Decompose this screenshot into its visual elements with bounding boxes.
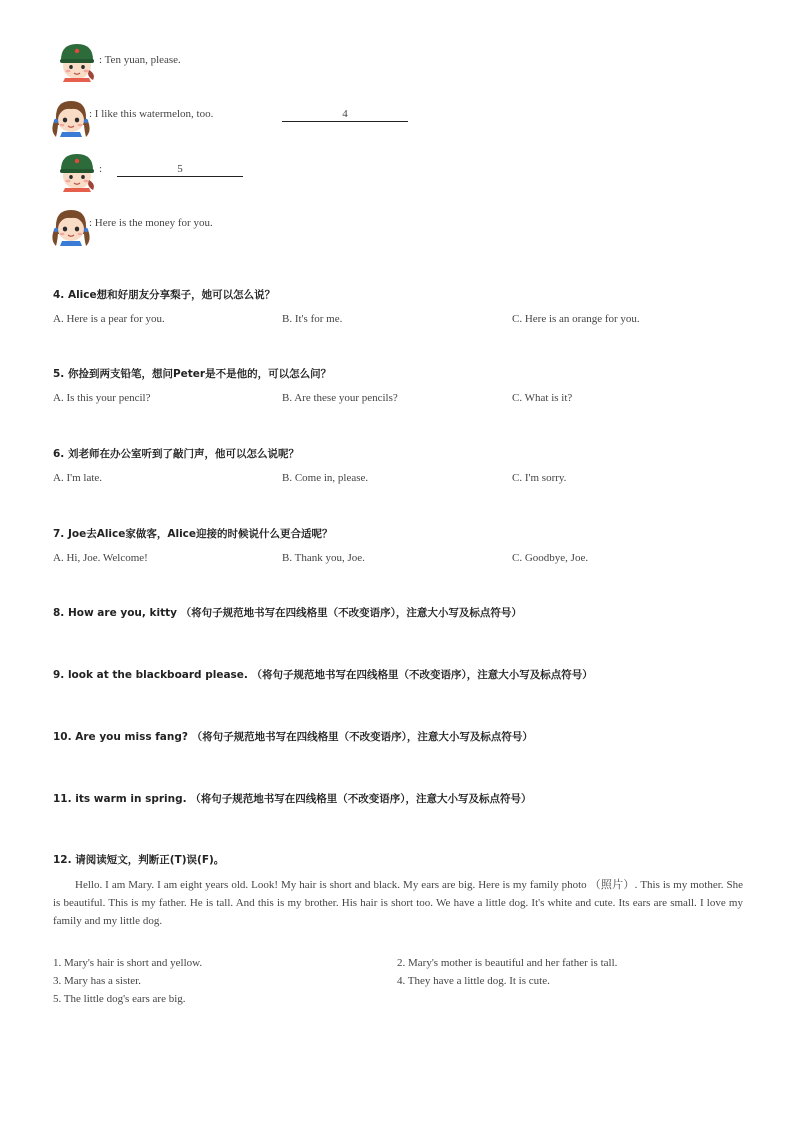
option-b[interactable]: B. It's for me. [282,313,343,325]
blank-number-5: 5 [177,163,183,175]
dialogue-line-3: : [99,163,103,175]
option-a[interactable]: A. I'm late. [53,472,103,484]
blank-number-4: 4 [342,108,348,120]
question-12-stem: 12. 请阅读短文，判断正(T)误(F)。 [53,854,225,866]
option-c[interactable]: C. I'm sorry. [512,472,567,484]
girl-avatar-icon [50,204,92,246]
question-9-stem: 9. look at the blackboard please. （将句子规范地书写在四线格里（不改变语序），注意大小写及标点符号） [53,669,593,681]
boy-avatar-icon [56,150,98,192]
statement-2: 2. Mary's mother is beautiful and her father is tall. [397,957,618,969]
reading-passage: Hello. I am Mary. I am eight years old. Look! My hair is short and black. My ears are big. Here is my family photo （照片）. This is my mother. She is beautiful. This is my father. He is tall. And this is my brother. His hair is short too. We have a little dog. It's white and cute. Its ears are small. I love my family and my little dog. [53,879,743,927]
option-c[interactable]: C. What is it? [512,392,573,404]
answer-blank-4[interactable] [282,121,408,122]
option-c[interactable]: C. Here is an orange for you. [512,313,640,325]
dialogue-line-4: : Here is the money for you. [89,217,213,229]
statement-3: 3. Mary has a sister. [53,975,141,987]
option-b[interactable]: B. Come in, please. [282,472,369,484]
option-a[interactable]: A. Is this your pencil? [53,392,151,404]
question-11-stem: 11. its warm in spring. （将句子规范地书写在四线格里（不改变语序），注意大小写及标点符号） [53,793,532,805]
girl-avatar-icon [50,95,92,137]
option-c[interactable]: C. Goodbye, Joe. [512,552,589,564]
dialogue-line-1: : Ten yuan, please. [99,54,181,66]
option-a[interactable]: A. Here is a pear for you. [53,313,165,325]
statement-4: 4. They have a little dog. It is cute. [397,975,550,987]
question-8-stem: 8. How are you, kitty （将句子规范地书写在四线格里（不改变语序），注意大小写及标点符号） [53,607,522,619]
option-b[interactable]: B. Are these your pencils? [282,392,398,404]
question-10-stem: 10. Are you miss fang? （将句子规范地书写在四线格里（不改变语序），注意大小写及标点符号） [53,731,533,743]
question-6-stem: 6. 刘老师在办公室听到了敲门声，他可以怎么说呢？ [53,448,299,460]
question-7-stem: 7. Joe去Alice家做客，Alice迎接的时候说什么更合适呢？ [53,528,333,540]
answer-blank-5[interactable] [117,176,243,177]
question-4-stem: 4. Alice想和好朋友分享梨子，她可以怎么说？ [53,289,276,301]
statement-5: 5. The little dog's ears are big. [53,993,186,1005]
statement-1: 1. Mary's hair is short and yellow. [53,957,203,969]
boy-avatar-icon [56,40,98,82]
dialogue-line-2: : I like this watermelon, too. [89,108,214,120]
question-5-stem: 5. 你捡到两支铅笔，想问Peter是不是他的，可以怎么问？ [53,368,332,380]
option-a[interactable]: A. Hi, Joe. Welcome! [53,552,148,564]
option-b[interactable]: B. Thank you, Joe. [282,552,365,564]
